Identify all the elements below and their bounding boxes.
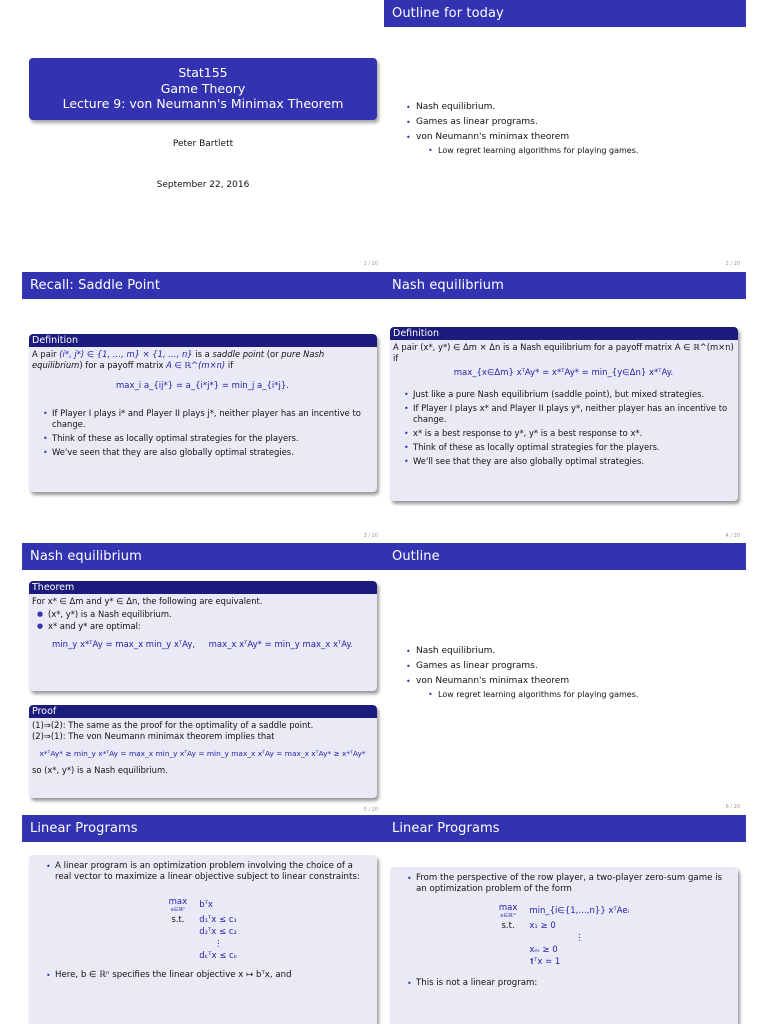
block-title: Definition [29, 334, 377, 347]
enum-item: ● x* and y* are optimal: [32, 621, 373, 632]
frame-title: Recall: Saddle Point [22, 272, 384, 299]
page-number: 4 / 20 [725, 533, 740, 539]
frame-title: Nash equilibrium [22, 543, 384, 570]
frame-title: Nash equilibrium [384, 272, 746, 299]
bullet-list [393, 389, 734, 467]
author: Peter Bartlett [172, 139, 234, 149]
slide-4-nash-definition [384, 272, 746, 543]
frame-title: Outline [384, 543, 746, 570]
bullet-list [32, 408, 373, 458]
outline-list [406, 100, 638, 157]
proof-block [29, 705, 377, 798]
bullet-item: • A linear program is an optimization problem involving the choice of a real vector to maximize a linear objective subject to linear constraints: [35, 861, 371, 883]
outline-item: • Games as linear programs. [406, 659, 638, 674]
block-title: Definition [390, 327, 738, 340]
slide-2-outline [384, 0, 746, 271]
page-number: 6 / 20 [725, 804, 740, 810]
outline-item: • Games as linear programs. [406, 115, 638, 130]
outline-subitem: • Low regret learning algorithms for playing games. [406, 145, 638, 157]
content-block [390, 867, 738, 1024]
page-number: 3 / 20 [363, 533, 378, 539]
bullet-item: • Think of these as locally optimal strategies for the players. [393, 442, 734, 453]
bullet-item: • x* is a best response to y*, y* is a best response to x*. [393, 428, 734, 439]
page-number: 5 / 20 [363, 807, 378, 813]
bullet-item: • This is not a linear program: [396, 978, 732, 989]
content-block [29, 855, 377, 1024]
slide-3-saddle-point [22, 272, 384, 543]
bullet-item: • From the perspective of the row player, a two-player zero-sum game is an optimization problem of the form [396, 873, 732, 895]
page-number: 2 / 20 [725, 261, 740, 267]
bullet-item: • If Player I plays x* and Player II plays y*, neither player has an incentive to change. [393, 403, 734, 425]
proof-line: (1)⇒(2): The same as the proof for the optimality of a saddle point. [32, 720, 314, 730]
nash-equation: max_{x∈Δm} xᵀAy* = x*ᵀAy* = min_{y∈Δn} x*ᵀAy. [453, 368, 674, 378]
bullet-item: • We'll see that they are also globally optimal strategies. [393, 456, 734, 467]
bullet-item: • If Player I plays i* and Player II plays j*, neither player has an incentive to change. [32, 408, 373, 430]
enum-item: ● (x*, y*) is a Nash equilibrium. [32, 609, 373, 620]
lp-formulation: max x∈ℝⁿ bᵀx s.t. d₁ᵀx ≤ c₁ d₂ᵀx ≤ c₂ ⋮ dₖᵀx ≤ cₖ [168, 897, 238, 961]
outline-item: • von Neumann's minimax theorem [406, 674, 638, 689]
outline-list [406, 644, 638, 701]
theorem-enum [32, 609, 373, 632]
proof-line: (2)⇒(1): The von Neumann minimax theorem implies that [32, 731, 275, 741]
proof-conclusion: so (x*, y*) is a Nash equilibrium. [32, 765, 168, 775]
definition-text: A pair (i*, j*) ∈ {1, …, m} × {1, …, n} is a saddle point (or pure Nash equilibrium) for a payoff matrix A ∈ ℝ^(m×n) if [32, 349, 325, 370]
slide-7-linear-programs [22, 815, 384, 1024]
slide-1-title [22, 0, 384, 271]
block-title: Proof [29, 705, 377, 718]
game-lp-formulation: max x∈ℝᵐ min_{i∈{1,…,n}} xᵀAeᵢ s.t. x₁ ≥ 0 ⋮ xₘ ≥ 0 𝟏ᵀx = 1 [498, 903, 630, 967]
theorem-block [29, 581, 377, 691]
slide-5-nash-theorem [22, 543, 384, 814]
definition-text: A pair (x*, y*) ∈ Δm × Δn is a Nash equilibrium for a payoff matrix A ∈ ℝ^(m×n) if [393, 342, 734, 363]
frame-title: Outline for today [384, 0, 746, 27]
slide-6-outline [384, 543, 746, 814]
bullet-item: • Here, b ∈ ℝⁿ specifies the linear objective x ↦ bᵀx, and [35, 970, 371, 981]
title-box [29, 58, 377, 120]
outline-item: • Nash equilibrium. [406, 100, 638, 115]
course-name: Stat155 [178, 65, 228, 80]
course-subject: Game Theory [160, 80, 246, 96]
proof-equation: x*ᵀAy* ≥ min_y x*ᵀAy = max_x min_y xᵀAy = min_y max_x xᵀAy = max_x xᵀAy* ≥ x*ᵀAy* [39, 749, 366, 758]
page-number: 1 / 20 [363, 261, 378, 267]
optimality-equations: min_y x*ᵀAy = max_x min_y xᵀAy, max_x xᵀAy* = min_y max_x xᵀAy. [51, 640, 354, 650]
date: September 22, 2016 [156, 180, 250, 190]
bullet-item: • Just like a pure Nash equilibrium (saddle point), but mixed strategies. [393, 389, 734, 400]
lecture-title: Lecture 9: von Neumann's Minimax Theorem [62, 96, 344, 111]
outline-item: • Nash equilibrium. [406, 644, 638, 659]
definition-block [390, 327, 738, 501]
outline-item: • von Neumann's minimax theorem [406, 130, 638, 145]
outline-subitem: • Low regret learning algorithms for playing games. [406, 689, 638, 701]
slide-8-linear-programs-game [384, 815, 746, 1024]
bullet-item: • We've seen that they are also globally optimal strategies. [32, 447, 373, 458]
theorem-intro: For x* ∈ Δm and y* ∈ Δn, the following are equivalent. [32, 596, 263, 606]
frame-title: Linear Programs [22, 815, 384, 842]
block-title: Theorem [29, 581, 377, 594]
definition-block [29, 334, 377, 492]
bullet-item: • Think of these as locally optimal strategies for the players. [32, 433, 373, 444]
frame-title: Linear Programs [384, 815, 746, 842]
saddle-equation: max_i a_{ij*} = a_{i*j*} = min_j a_{i*j}. [116, 381, 289, 391]
